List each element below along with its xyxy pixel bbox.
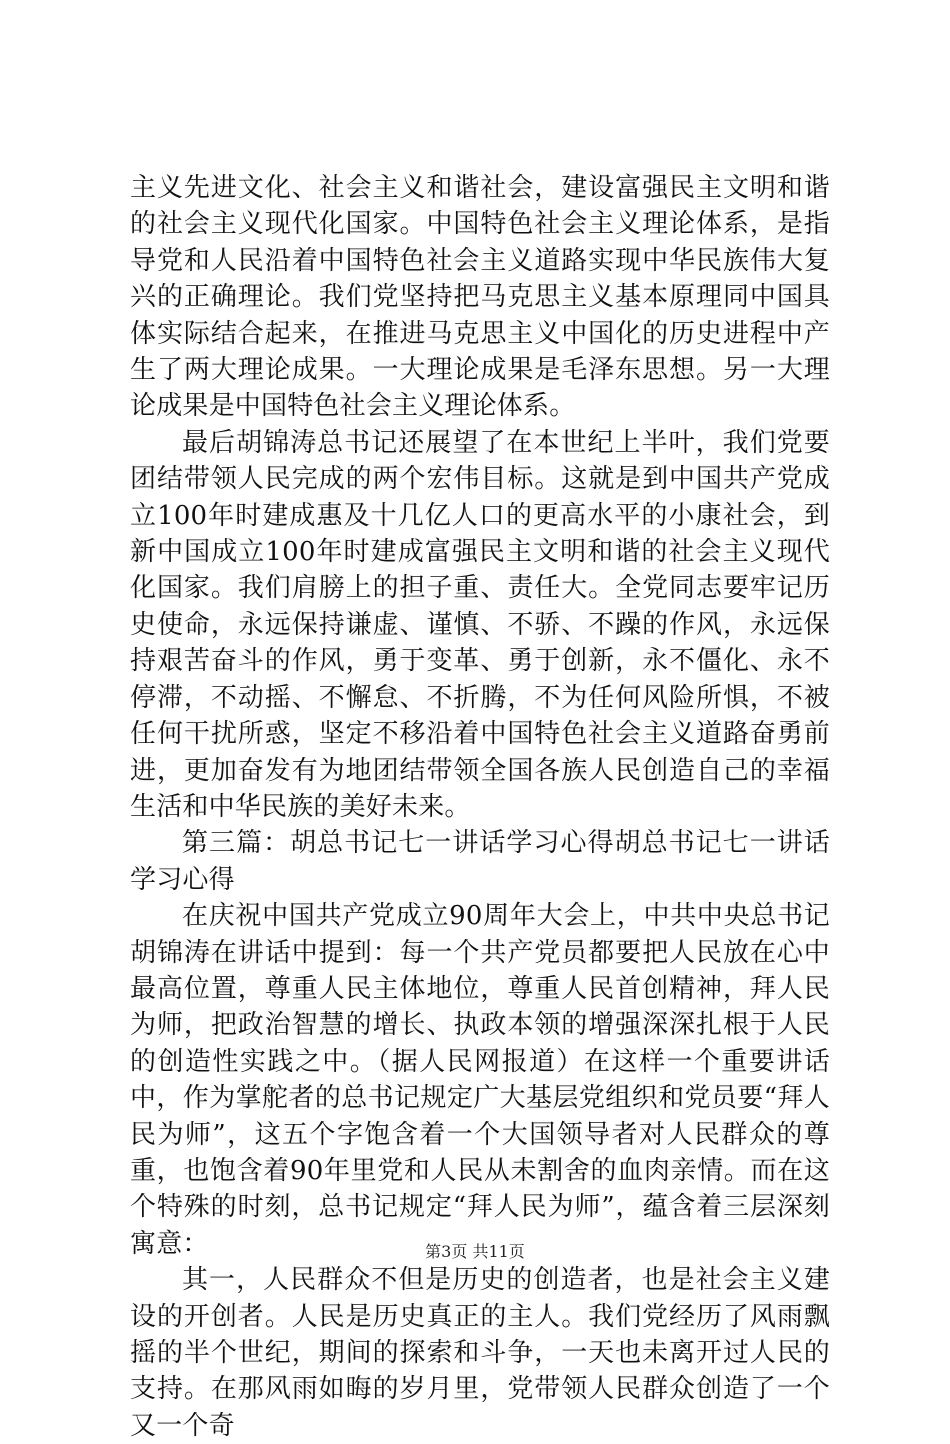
paragraph-5: 其一，人民群众不但是历史的创造者，也是社会主义建设的开创者。人民是历史真正的主人。我们党经历了风雨飘摇的半个世纪，期间的探索和斗争，一天也未离开过人民的支持。在那风雨如晦的岁月里，党带领人民群众创造了一个又一个奇 xyxy=(130,1265,830,1441)
paragraph-1: 主义先进文化、社会主义和谐社会，建设富强民主文明和谐的社会主义现代化国家。中国特色社会主义理论体系，是指导党和人民沿着中国特色社会主义道路实现中华民族伟大复兴的正确理论。我们党坚持把马克思主义基本原理同中国具体实际结合起来，在推进马克思主义中国化的历史进程中产生了两大理论成果。一大理论成果是毛泽东思想。另一大理论成果是中国特色社会主义理论体系。 xyxy=(130,173,830,422)
page-footer xyxy=(0,1240,950,1264)
section-heading-paragraph: 第三篇：胡总书记七一讲话学习心得胡总书记七一讲话学习心得 xyxy=(130,828,830,895)
paragraph-2: 最后胡锦涛总书记还展望了在本世纪上半叶，我们党要团结带领人民完成的两个宏伟目标。这就是到中国共产党成立100年时建成惠及十几亿人口的更高水平的小康社会，到新中国成立100年时建成富强民主文明和谐的社会主义现代化国家。我们肩膀上的担子重、责任大。全党同志要牢记历史使命，永远保持谦虚、谨慎、不骄、不躁的作风，永远保持艰苦奋斗的作风，勇于变革、勇于创新，永不僵化、永不停滞，不动摇、不懈怠、不折腾，不为任何风险所惧，不被任何干扰所惑，坚定不移沿着中国特色社会主义道路奋勇前进，更加奋发有为地团结带领全国各族人民创造自己的幸福生活和中华民族的美好未来。 xyxy=(130,427,830,822)
page-number: 第3页 共11页 xyxy=(425,1242,525,1261)
paragraph-4: 在庆祝中国共产党成立90周年大会上，中共中央总书记胡锦涛在讲话中提到：每一个共产党员都要把人民放在心中最高位置，尊重人民主体地位，尊重人民首创精神，拜人民为师，把政治智慧的增长、执政本领的增强深深扎根于人民的创造性实践之中。（据人民网报道）在这样一个重要讲话中，作为掌舵者的总书记规定广大基层党组织和党员要“拜人民为师”，这五个字饱含着一个大国领导者对人民群众的尊重，也饱含着90年里党和人民从未割舍的血肉亲情。而在这个特殊的时刻，总书记规定“拜人民为师”，蕴含着三层深刻寓意： xyxy=(130,901,830,1259)
